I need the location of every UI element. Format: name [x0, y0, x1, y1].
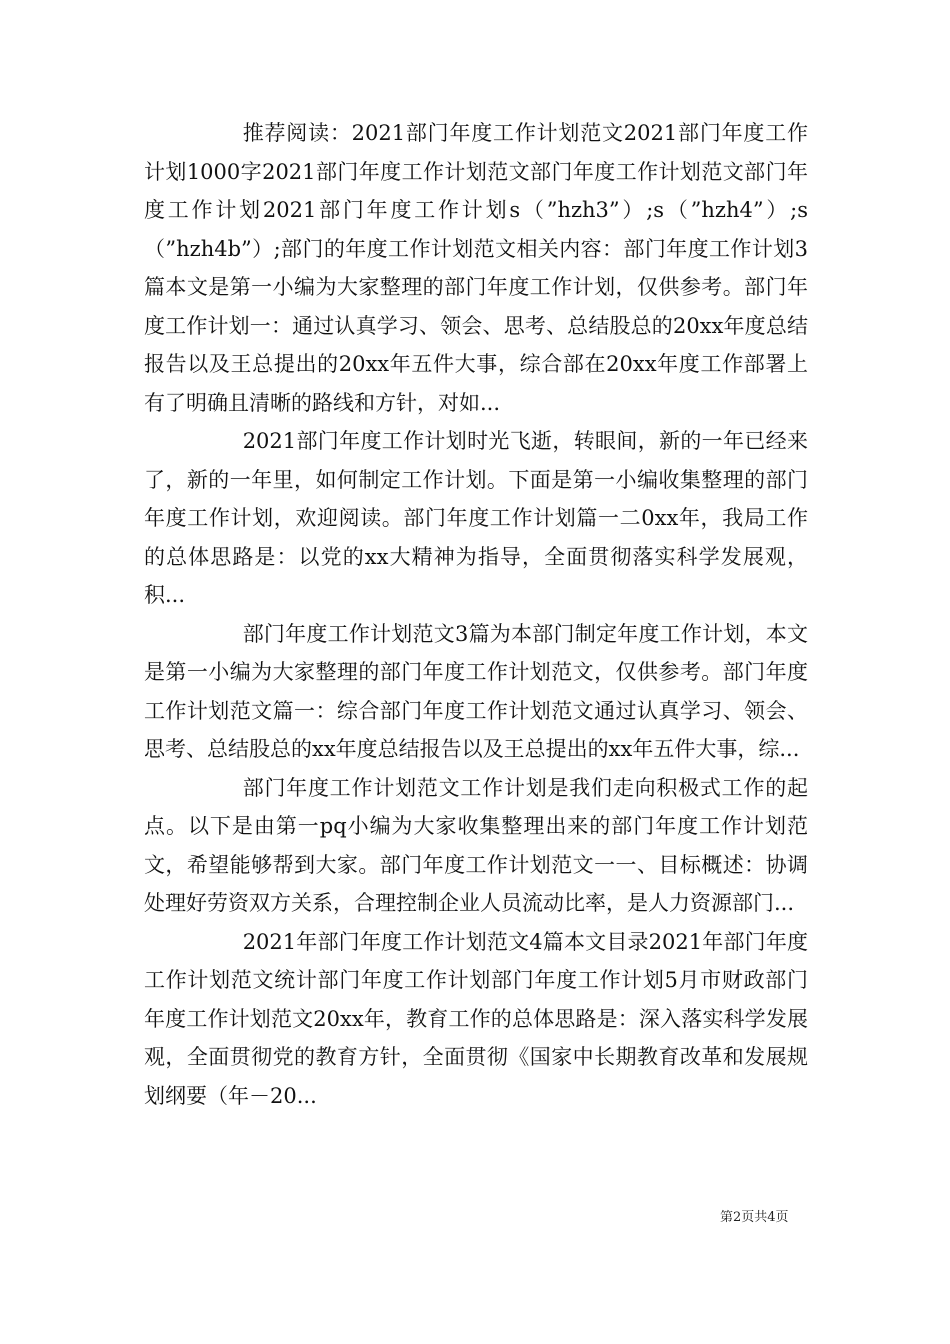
paragraph-2021-plan: 2021部门年度工作计划时光飞逝，转眼间，新的一年已经来了，新的一年里，如何制定工作计划。下面是第一小编收集整理的部门年度工作计划，欢迎阅读。部门年度工作计划篇一二0xx年，我局工作的总体思路是：以党的xx大精神为指导，全面贯彻落实科学发展观，积... [144, 429, 808, 607]
paragraph-recommended-reading: 推荐阅读：2021部门年度工作计划范文2021部门年度工作计划1000字2021部门年度工作计划范文部门年度工作计划范文部门年度工作计划2021部门年度工作计划s（”hzh3”）;s（”hzh4”）;s（”hzh4b”）;部门的年度工作计划范文相关内容：部门年度工作计划3篇本文是第一小编为大家整理的部门年度工作计划，仅供参考。部门年度工作计划一：通过认真学习、领会、思考、总结股总的20xx年度总结报告以及王总提出的20xx年五件大事，综合部在20xx年度工作部署上有了明确且清晰的路线和方针，对如... [144, 121, 808, 415]
document-body [144, 114, 808, 1115]
paragraph-2021-four-articles: 2021年部门年度工作计划范文4篇本文目录2021年部门年度工作计划范文统计部门年度工作计划部门年度工作计划5月市财政部门年度工作计划范文20xx年，教育工作的总体思路是：深入落实科学发展观，全面贯彻党的教育方针，全面贯彻《国家中长期教育改革和发展规划纲要（年－20... [144, 929, 808, 1108]
page-number-footer: 第2页共4页 [720, 1210, 789, 1225]
paragraph-plan-three-articles: 部门年度工作计划范文3篇为本部门制定年度工作计划，本文是第一小编为大家整理的部门年度工作计划范文，仅供参考。部门年度工作计划范文篇一：综合部门年度工作计划范文通过认真学习、领会、思考、总结股总的xx年度总结报告以及王总提出的xx年五件大事，综... [144, 621, 808, 761]
paragraph-plan-starting-point: 部门年度工作计划范文工作计划是我们走向积极式工作的起点。以下是由第一pq小编为大家收集整理出来的部门年度工作计划范文，希望能够帮到大家。部门年度工作计划范文一一、目标概述：协调处理好劳资双方关系，合理控制企业人员流动比率，是人力资源部门... [144, 775, 808, 915]
